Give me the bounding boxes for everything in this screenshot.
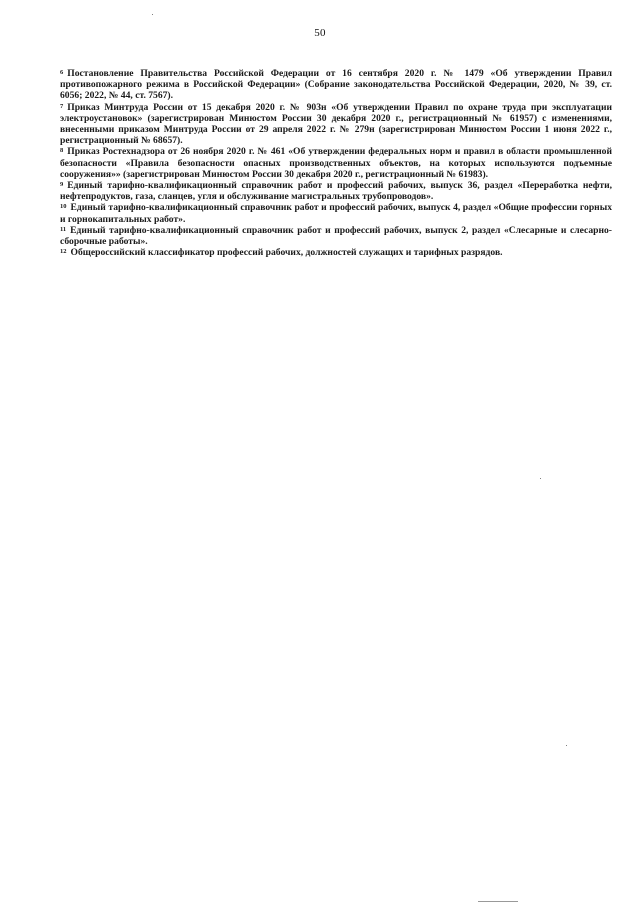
scan-speck: [540, 478, 541, 479]
footnote-text: Единый тарифно-квалификационный справочник работ и профессий рабочих, выпуск 36, раздел «Переработка нефти, нефтепродуктов, газа, сланцев, угля и обслуживание магистральных трубопроводов».: [60, 180, 612, 203]
footnote-text: Приказ Минтруда России от 15 декабря 2020 г. № 903н «Об утверждении Правил по охране труда при эксплуатации электроустановок» (зарегистрирован Минюстом России 30 декабря 2020 г., регистрационный № 61957) с изменениями, внесенными приказом Минтруда России от 29 апреля 2022 г. № 279н (зарегистрирован Минюстом России 1 июня 2022 г., регистрационный № 68657).: [60, 101, 612, 147]
footnote-marker: 9: [60, 181, 64, 189]
footnote-marker: 7: [60, 102, 64, 110]
footnotes-section: [60, 68, 612, 258]
page-number: 50: [314, 27, 326, 39]
footnote-marker: 10: [60, 203, 67, 211]
footnote-6: [60, 68, 612, 102]
footnote-text: Единый тарифно-квалификационный справочник работ и профессий рабочих, выпуск 2, раздел «Слесарные и слесарно-сборочные работы».: [60, 224, 612, 248]
footnote-text: Приказ Ростехнадзора от 26 ноября 2020 г. № 461 «Об утверждении федеральных норм и правил в области промышленной безопасности «Правила безопасности опасных производственных объектов, на которых используются подъемные сооружения»» (зарегистрирован Минюстом России 30 декабря 2020 г., регистрационный № 61983).: [60, 146, 612, 180]
footnote-11: [60, 225, 612, 247]
footnote-marker: 6: [60, 69, 64, 76]
footnote-7: [60, 102, 612, 147]
footnote-10: [60, 202, 612, 224]
scan-speck: [152, 14, 153, 15]
footnote-marker: 12: [60, 248, 67, 256]
footnote-text: Постановление Правительства Российской Федерации от 16 сентября 2020 г. № 1479 «Об утверждении Правил противопожарного режима в Российской Федерации» (Собрание законодательства Российской Федерации, 2020, № 39, ст. 6056; 2022, № 44, ст. 7567).: [60, 68, 612, 102]
footnote-12: [60, 247, 612, 258]
scan-speck: [566, 745, 567, 746]
footnote-text: Единый тарифно-квалификационный справочник работ и профессий рабочих, выпуск 4, раздел «Общие профессии горных и горнокапитальных работ».: [60, 202, 612, 225]
footnote-8: [60, 146, 612, 180]
scan-speck: [478, 901, 518, 902]
footnote-text: Общероссийский классификатор профессий рабочих, должностей служащих и тарифных разрядов.: [70, 247, 503, 259]
footnote-marker: 11: [60, 225, 67, 233]
footnote-9: [60, 180, 612, 202]
footnote-marker: 8: [60, 147, 64, 155]
